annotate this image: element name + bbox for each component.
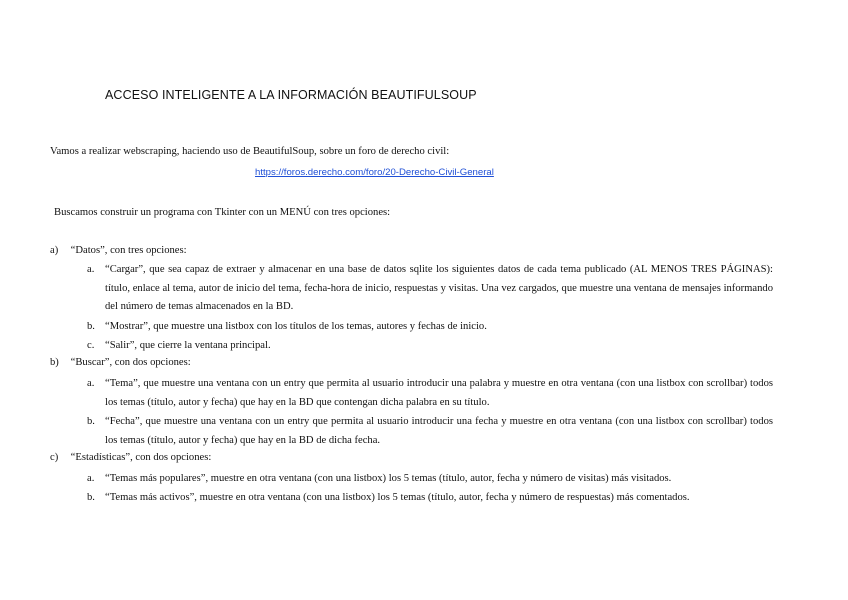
section-marker: c) [50, 452, 59, 463]
item-text: “Cargar”, que sea capaz de extraer y almacenar en una base de datos sqlite los siguientes datos de cada tema publicado (AL MENOS TRES PÁGINAS): título, enlace al tema, autor de inicio del tema, fecha-hora de inicio, respuestas y visitas. Una vez cargados, que muestre una ventana de mensajes informando del número de temas almacenados en la BD. [105, 264, 773, 313]
item-marker: a. [87, 378, 95, 389]
list-item-mostrar [87, 318, 773, 337]
list-item-tema [87, 375, 773, 412]
item-marker: a. [87, 264, 95, 275]
section-estadisticas [50, 452, 211, 463]
section-marker: b) [50, 357, 59, 368]
item-text: “Temas más populares”, muestre en otra ventana (con una listbox) los 5 temas (título, autor, fecha y número de visitas) más visitados. [105, 473, 672, 484]
item-marker: b. [87, 321, 95, 332]
forum-link[interactable]: https://foros.derecho.com/foro/20-Derecho-Civil-General [255, 167, 494, 178]
intro-paragraph: Vamos a realizar webscraping, haciendo uso de BeautifulSoup, sobre un foro de derecho civil: [50, 146, 450, 157]
list-item-salir [87, 337, 773, 356]
document-title: ACCESO INTELIGENTE A LA INFORMACIÓN BEAUTIFULSOUP [105, 88, 477, 102]
section-datos [50, 245, 187, 256]
list-item-fecha [87, 413, 773, 450]
item-text: “Temas más activos”, muestre en otra ventana (con una listbox) los 5 temas (título, autor, fecha y número de respuestas) más comentados. [105, 492, 690, 503]
item-text: “Fecha”, que muestre una ventana con un entry que permita al usuario introducir una fecha y muestre en otra ventana (con una listbox con scrollbar) todos los temas (título, autor y fecha) que hay en la BD de dicha fecha. [105, 416, 773, 446]
item-marker: a. [87, 473, 95, 484]
item-marker: b. [87, 416, 95, 427]
list-item-cargar [87, 261, 773, 317]
item-marker: b. [87, 492, 95, 503]
section-label: “Estadísticas”, con dos opciones: [70, 452, 212, 463]
list-item-activos [87, 489, 773, 508]
list-item-populares [87, 470, 773, 489]
item-text: “Salir”, que cierre la ventana principal. [105, 340, 271, 351]
section-buscar [50, 357, 191, 368]
item-text: “Tema”, que muestre una ventana con un entry que permita al usuario introducir una palabra y muestre en otra ventana (con una listbox con scrollbar) todos los temas (título, autor y fecha) que hay en la BD que contengan dicha palabra en su título. [105, 378, 773, 408]
section-label: “Datos”, con tres opciones: [70, 245, 187, 256]
item-marker: c. [87, 340, 95, 351]
item-text: “Mostrar”, que muestre una listbox con los títulos de los temas, autores y fechas de inicio. [105, 321, 487, 332]
section-marker: a) [50, 245, 59, 256]
section-label: “Buscar”, con dos opciones: [70, 357, 191, 368]
goal-paragraph: Buscamos construir un programa con Tkinter con un MENÚ con tres opciones: [54, 207, 391, 218]
